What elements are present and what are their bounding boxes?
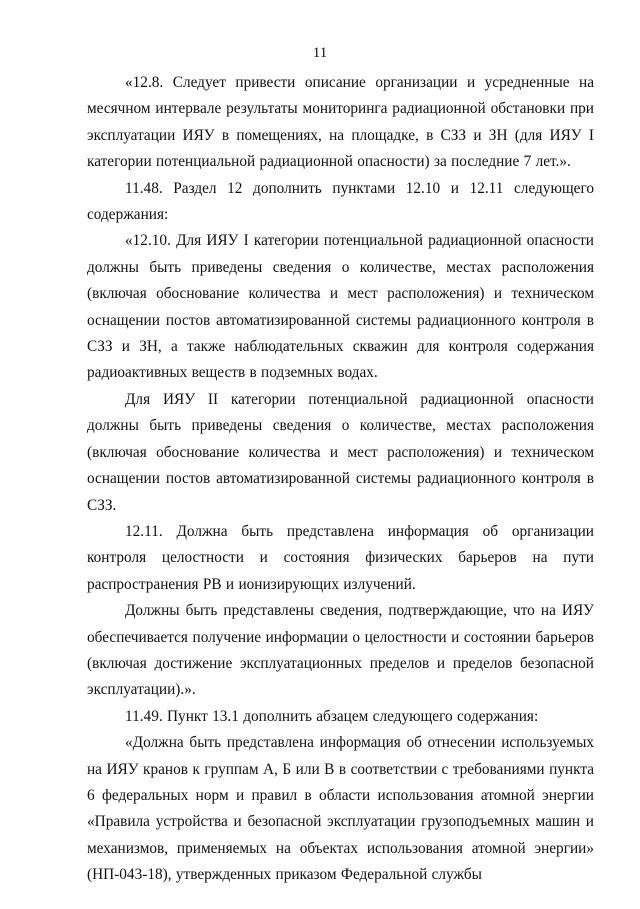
- page-number: 11: [312, 45, 328, 61]
- paragraph-11-48: 11.48. Раздел 12 дополнить пунктами 12.10 и 12.11 следующего содержания:: [87, 179, 594, 224]
- document-body: [87, 70, 594, 889]
- paragraph-category-ii: Для ИЯУ II категории потенциальной радиационной опасности должны быть приведены сведения о количестве, местах расположения (включая обоснование количества и мест расположения) и техническом оснащении постов автоматизированной системы радиационного контроля в СЗЗ.: [87, 390, 594, 514]
- paragraph-barriers-info: Должны быть представлены сведения, подтверждающие, что на ИЯУ обеспечивается получение информации о целостности и состоянии барьеров (включая достижение эксплуатационных пределов и пределов безопасной эксплуатации).».: [87, 602, 594, 699]
- paragraph-12-8: «12.8. Следует привести описание организации и усредненные на месячном интервале результаты мониторинга радиационной обстановки при эксплуатации ИЯУ в помещениях, на площадке, в СЗЗ и ЗН (для ИЯУ I категории потенциальной радиационной опасности) за последние 7 лет.».: [87, 74, 594, 171]
- paragraph-12-10: «12.10. Для ИЯУ I категории потенциальной радиационной опасности должны быть приведены сведения о количестве, местах расположения (включая обоснование количества и мест расположения) и техническом оснащении постов автоматизированной системы радиационного контроля в СЗЗ и ЗН, а также наблюдательных скважин для контроля содержания радиоактивных веществ в подземных водах.: [87, 232, 594, 382]
- paragraph-11-49: 11.49. Пункт 13.1 дополнить абзацем следующего содержания:: [125, 707, 539, 725]
- paragraph-12-11: 12.11. Должна быть представлена информация об организации контроля целостности и состояния физических барьеров на пути распространения РВ и ионизирующих излучений.: [87, 522, 594, 593]
- paragraph-cranes: «Должна быть представлена информация об отнесении используемых на ИЯУ кранов к группам А, Б или В в соответствии с требованиями пункта 6 федеральных норм и правил в области использования атомной энергии «Правила устройства и безопасной эксплуатации грузоподъемных машин и механизмов, применяемых на объектах использования атомной энергии» (НП-043-18), утвержденных приказом Федеральной службы: [87, 734, 594, 884]
